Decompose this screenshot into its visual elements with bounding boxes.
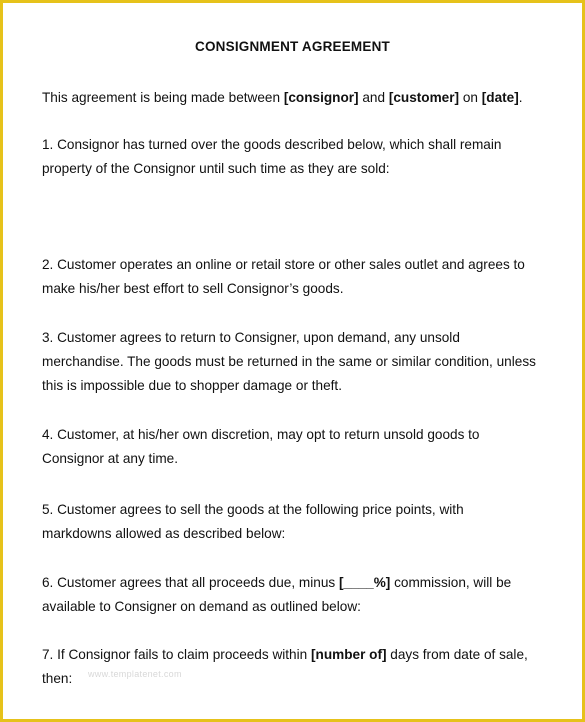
consignor-placeholder: [consignor]	[283, 90, 359, 105]
clause-line: available to Consigner on demand as outlined below:	[42, 599, 361, 614]
clause-line: then:	[42, 671, 73, 686]
clause-line: 1. Consignor has turned over the goods described below, which shall remain	[42, 137, 502, 152]
clause-line: markdowns allowed as described below:	[42, 526, 286, 541]
clause-1	[42, 133, 557, 181]
clause-line: merchandise. The goods must be returned in the same or similar condition, unless	[42, 354, 536, 369]
days-placeholder: [number of]	[310, 647, 387, 662]
clause-6	[42, 571, 557, 619]
clause-line: Consignor at any time.	[42, 451, 179, 466]
intro-text: and	[358, 90, 389, 105]
clause-line: 5. Customer agrees to sell the goods at the following price points, with	[42, 502, 464, 517]
clause-line: this is impossible due to shopper damage or theft.	[42, 378, 342, 393]
clause-text: 6. Customer agrees that all proceeds due, minus	[42, 575, 339, 590]
clause-2	[42, 253, 557, 301]
clause-7	[42, 643, 557, 691]
clause-4	[42, 423, 557, 471]
watermark-text: www.templatenet.com	[88, 669, 182, 679]
clause-5	[42, 498, 557, 546]
clause-line: make his/her best effort to sell Consignor’s goods.	[42, 281, 344, 296]
clause-text: 7. If Consignor fails to claim proceeds within	[42, 647, 311, 662]
clause-text: days from date of sale,	[386, 647, 528, 662]
intro-text: .	[518, 90, 523, 105]
customer-placeholder: [customer]	[388, 90, 460, 105]
clause-text: commission, will be	[390, 575, 512, 590]
clause-line: 3. Customer agrees to return to Consigner, upon demand, any unsold	[42, 330, 460, 345]
clause-line: 4. Customer, at his/her own discretion, may opt to return unsold goods to	[42, 427, 480, 442]
clause-line: property of the Consignor until such time as they are sold:	[42, 161, 390, 176]
document-title: CONSIGNMENT AGREEMENT	[195, 39, 390, 54]
clause-line: 2. Customer operates an online or retail store or other sales outlet and agrees to	[42, 257, 525, 272]
intro-text: This agreement is being made between	[42, 90, 284, 105]
intro-text: on	[459, 90, 482, 105]
date-placeholder: [date]	[481, 90, 519, 105]
intro-paragraph	[42, 86, 557, 110]
commission-placeholder: [____%]	[338, 575, 391, 590]
clause-3	[42, 326, 557, 398]
